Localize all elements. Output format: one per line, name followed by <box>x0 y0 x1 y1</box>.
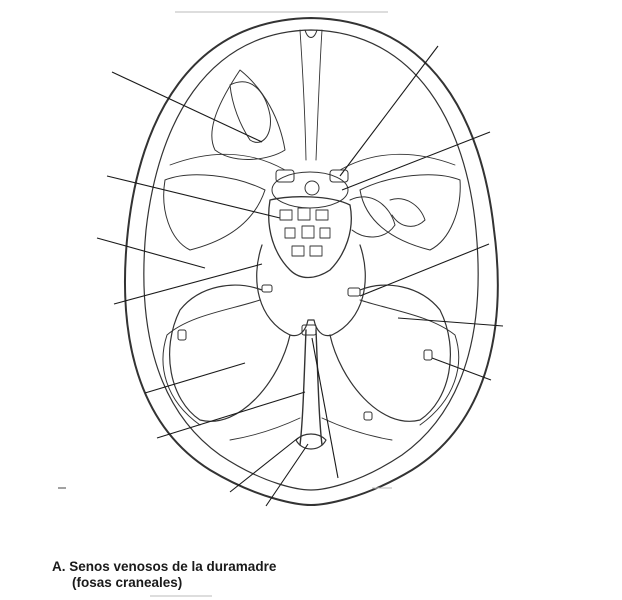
caption-title: A. Senos venosos de la duramadre <box>52 559 277 574</box>
leader-lines-right <box>312 46 503 478</box>
leader-line-3 <box>97 238 205 268</box>
posterior-fossa <box>163 245 459 449</box>
leader-line-6 <box>157 392 305 438</box>
leader-line-8 <box>266 444 308 506</box>
leader-line-4 <box>114 264 262 304</box>
leader-line-1 <box>112 72 262 142</box>
leader-line-11 <box>360 244 489 296</box>
leader-line-14 <box>312 338 338 478</box>
leader-line-5 <box>145 363 245 393</box>
figure-caption <box>52 559 276 591</box>
caption-subtitle: (fosas craneales) <box>72 575 183 590</box>
middle-fossa <box>164 170 460 278</box>
leader-line-7 <box>230 438 298 492</box>
leader-line-12 <box>398 318 503 326</box>
